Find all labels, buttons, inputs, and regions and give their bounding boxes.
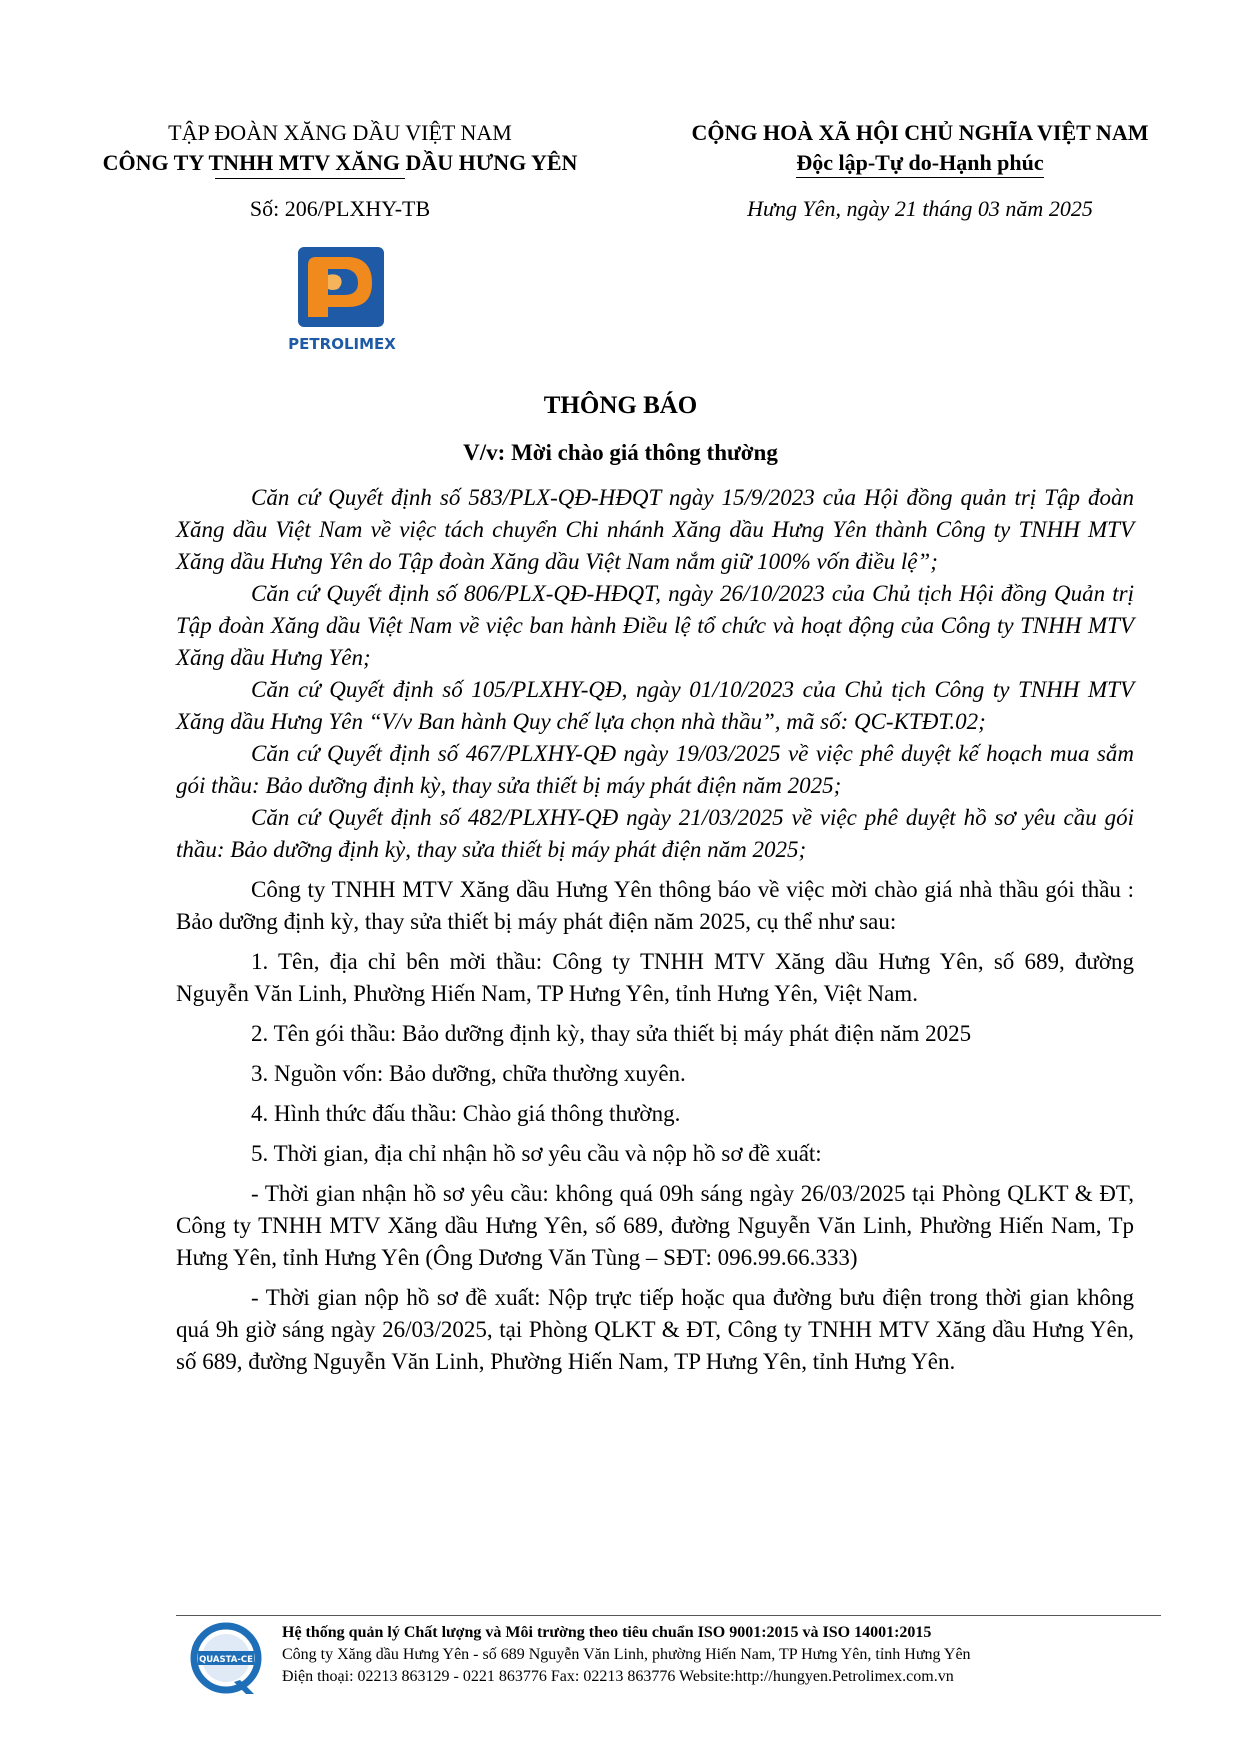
- quasta-ce-logo: [188, 1622, 264, 1698]
- document-date: Hưng Yên, ngày 21 tháng 03 năm 2025: [747, 196, 1093, 221]
- footer-divider: [176, 1615, 1161, 1616]
- footer-address-line: Công ty Xăng dầu Hưng Yên - số 689 Nguyễn Văn Linh, phường Hiến Nam, TP Hưng Yên, tỉnh Hưng Yên: [282, 1646, 971, 1663]
- list-item: 1. Tên, địa chỉ bên mời thầu: Công ty TNHH MTV Xăng dầu Hưng Yên, số 689, đường Nguyễn Văn Linh, Phường Hiến Nam, TP Hưng Yên, tỉnh Hưng Yên, Việt Nam.: [176, 949, 1134, 1006]
- petrolimex-logo-icon: [272, 247, 412, 362]
- quasta-ce-logo-text: QUASTA-CE: [199, 1655, 253, 1665]
- quasta-ce-logo-icon: [188, 1622, 264, 1698]
- legal-basis: Căn cứ Quyết định số 806/PLX-QĐ-HĐQT, ngày 26/10/2023 của Chủ tịch Hội đồng Quản trị Tập đoàn Xăng dầu Việt Nam về việc ban hành Điều lệ tổ chức và hoạt động của Công ty TNHH MTV Xăng dầu Hưng Yên;: [176, 581, 1134, 670]
- list-item: 5. Thời gian, địa chỉ nhận hồ sơ yêu cầu và nộp hồ sơ đề xuất:: [251, 1141, 822, 1166]
- intro-paragraph: Công ty TNHH MTV Xăng dầu Hưng Yên thông báo về việc mời chào giá nhà thầu gói thầu : Bảo dưỡng định kỳ, thay sửa thiết bị máy phát điện năm 2025, cụ thể như sau:: [176, 877, 1134, 934]
- issuer-header: [60, 118, 620, 178]
- document-title: THÔNG BÁO: [543, 392, 698, 419]
- list-item: - Thời gian nộp hồ sơ đề xuất: Nộp trực tiếp hoặc qua đường bưu điện trong thời gian không quá 9h giờ sáng ngày 26/03/2025, tại Phòng QLKT & ĐT, Công ty TNHH MTV Xăng dầu Hưng Yên, số 689, đường Nguyễn Văn Linh, Phường Hiến Nam, TP Hưng Yên, tỉnh Hưng Yên.: [176, 1285, 1134, 1374]
- list-item: - Thời gian nhận hồ sơ yêu cầu: không quá 09h sáng ngày 26/03/2025 tại Phòng QLKT & ĐT, Công ty TNHH MTV Xăng dầu Hưng Yên, số 689, đường Nguyễn Văn Linh, Phường Hiến Nam, Tp Hưng Yên, tỉnh Hưng Yên (Ông Dương Văn Tùng – SĐT: 096.99.66.333): [176, 1181, 1134, 1270]
- national-title: CỘNG HOÀ XÃ HỘI CHỦ NGHĨA VIỆT NAM: [691, 120, 1149, 145]
- list-item: 3. Nguồn vốn: Bảo dưỡng, chữa thường xuyên.: [251, 1061, 686, 1086]
- issuer-company: CÔNG TY TNHH MTV XĂNG DẦU HƯNG YÊN: [102, 150, 578, 175]
- national-header: [640, 118, 1200, 178]
- list-item: 2. Tên gói thầu: Bảo dưỡng định kỳ, thay sửa thiết bị máy phát điện năm 2025: [251, 1021, 972, 1046]
- document-number: Số: 206/PLXHY-TB: [249, 196, 431, 221]
- issuer-underline: [215, 178, 405, 179]
- petrolimex-logo-text: PETROLIMEX: [288, 335, 396, 353]
- document-body: [176, 482, 1134, 1378]
- footer-info: [282, 1622, 1162, 1688]
- list-item: 4. Hình thức đấu thầu: Chào giá thông thường.: [251, 1101, 681, 1126]
- legal-basis: Căn cứ Quyết định số 467/PLXHY-QĐ ngày 19/03/2025 về việc phê duyệt kế hoạch mua sắm gói thầu: Bảo dưỡng định kỳ, thay sửa thiết bị máy phát điện năm 2025;: [176, 741, 1134, 798]
- footer-contact-line: Điện thoại: 02213 863129 - 0221 863776 Fax: 02213 863776 Website:http://hungyen.Petrolimex.com.vn: [282, 1668, 954, 1685]
- national-motto-wrap: [640, 148, 1200, 178]
- national-motto: Độc lập-Tự do-Hạnh phúc: [796, 150, 1043, 178]
- legal-basis: Căn cứ Quyết định số 105/PLXHY-QĐ, ngày 01/10/2023 của Chủ tịch Công ty TNHH MTV Xăng dầu Hưng Yên “V/v Ban hành Quy chế lựa chọn nhà thầu”, mã số: QC-KTĐT.02;: [176, 677, 1134, 734]
- legal-basis: Căn cứ Quyết định số 583/PLX-QĐ-HĐQT ngày 15/9/2023 của Hội đồng quản trị Tập đoàn Xăng dầu Việt Nam về việc tách chuyển Chi nhánh Xăng dầu Hưng Yên thành Công ty TNHH MTV Xăng dầu Hưng Yên do Tập đoàn Xăng dầu Việt Nam nắm giữ 100% vốn điều lệ”;: [176, 485, 1134, 574]
- issuer-group: TẬP ĐOÀN XĂNG DẦU VIỆT NAM: [168, 120, 512, 145]
- legal-basis: Căn cứ Quyết định số 482/PLXHY-QĐ ngày 21/03/2025 về việc phê duyệt hồ sơ yêu cầu gói thầu: Bảo dưỡng định kỳ, thay sửa thiết bị máy phát điện năm 2025;: [176, 805, 1134, 862]
- petrolimex-logo: [272, 247, 412, 362]
- document-subtitle: V/v: Mời chào giá thông thường: [463, 440, 778, 465]
- footer-iso-line: Hệ thống quản lý Chất lượng và Môi trường theo tiêu chuẩn ISO 9001:2015 và ISO 14001:2015: [282, 1624, 932, 1641]
